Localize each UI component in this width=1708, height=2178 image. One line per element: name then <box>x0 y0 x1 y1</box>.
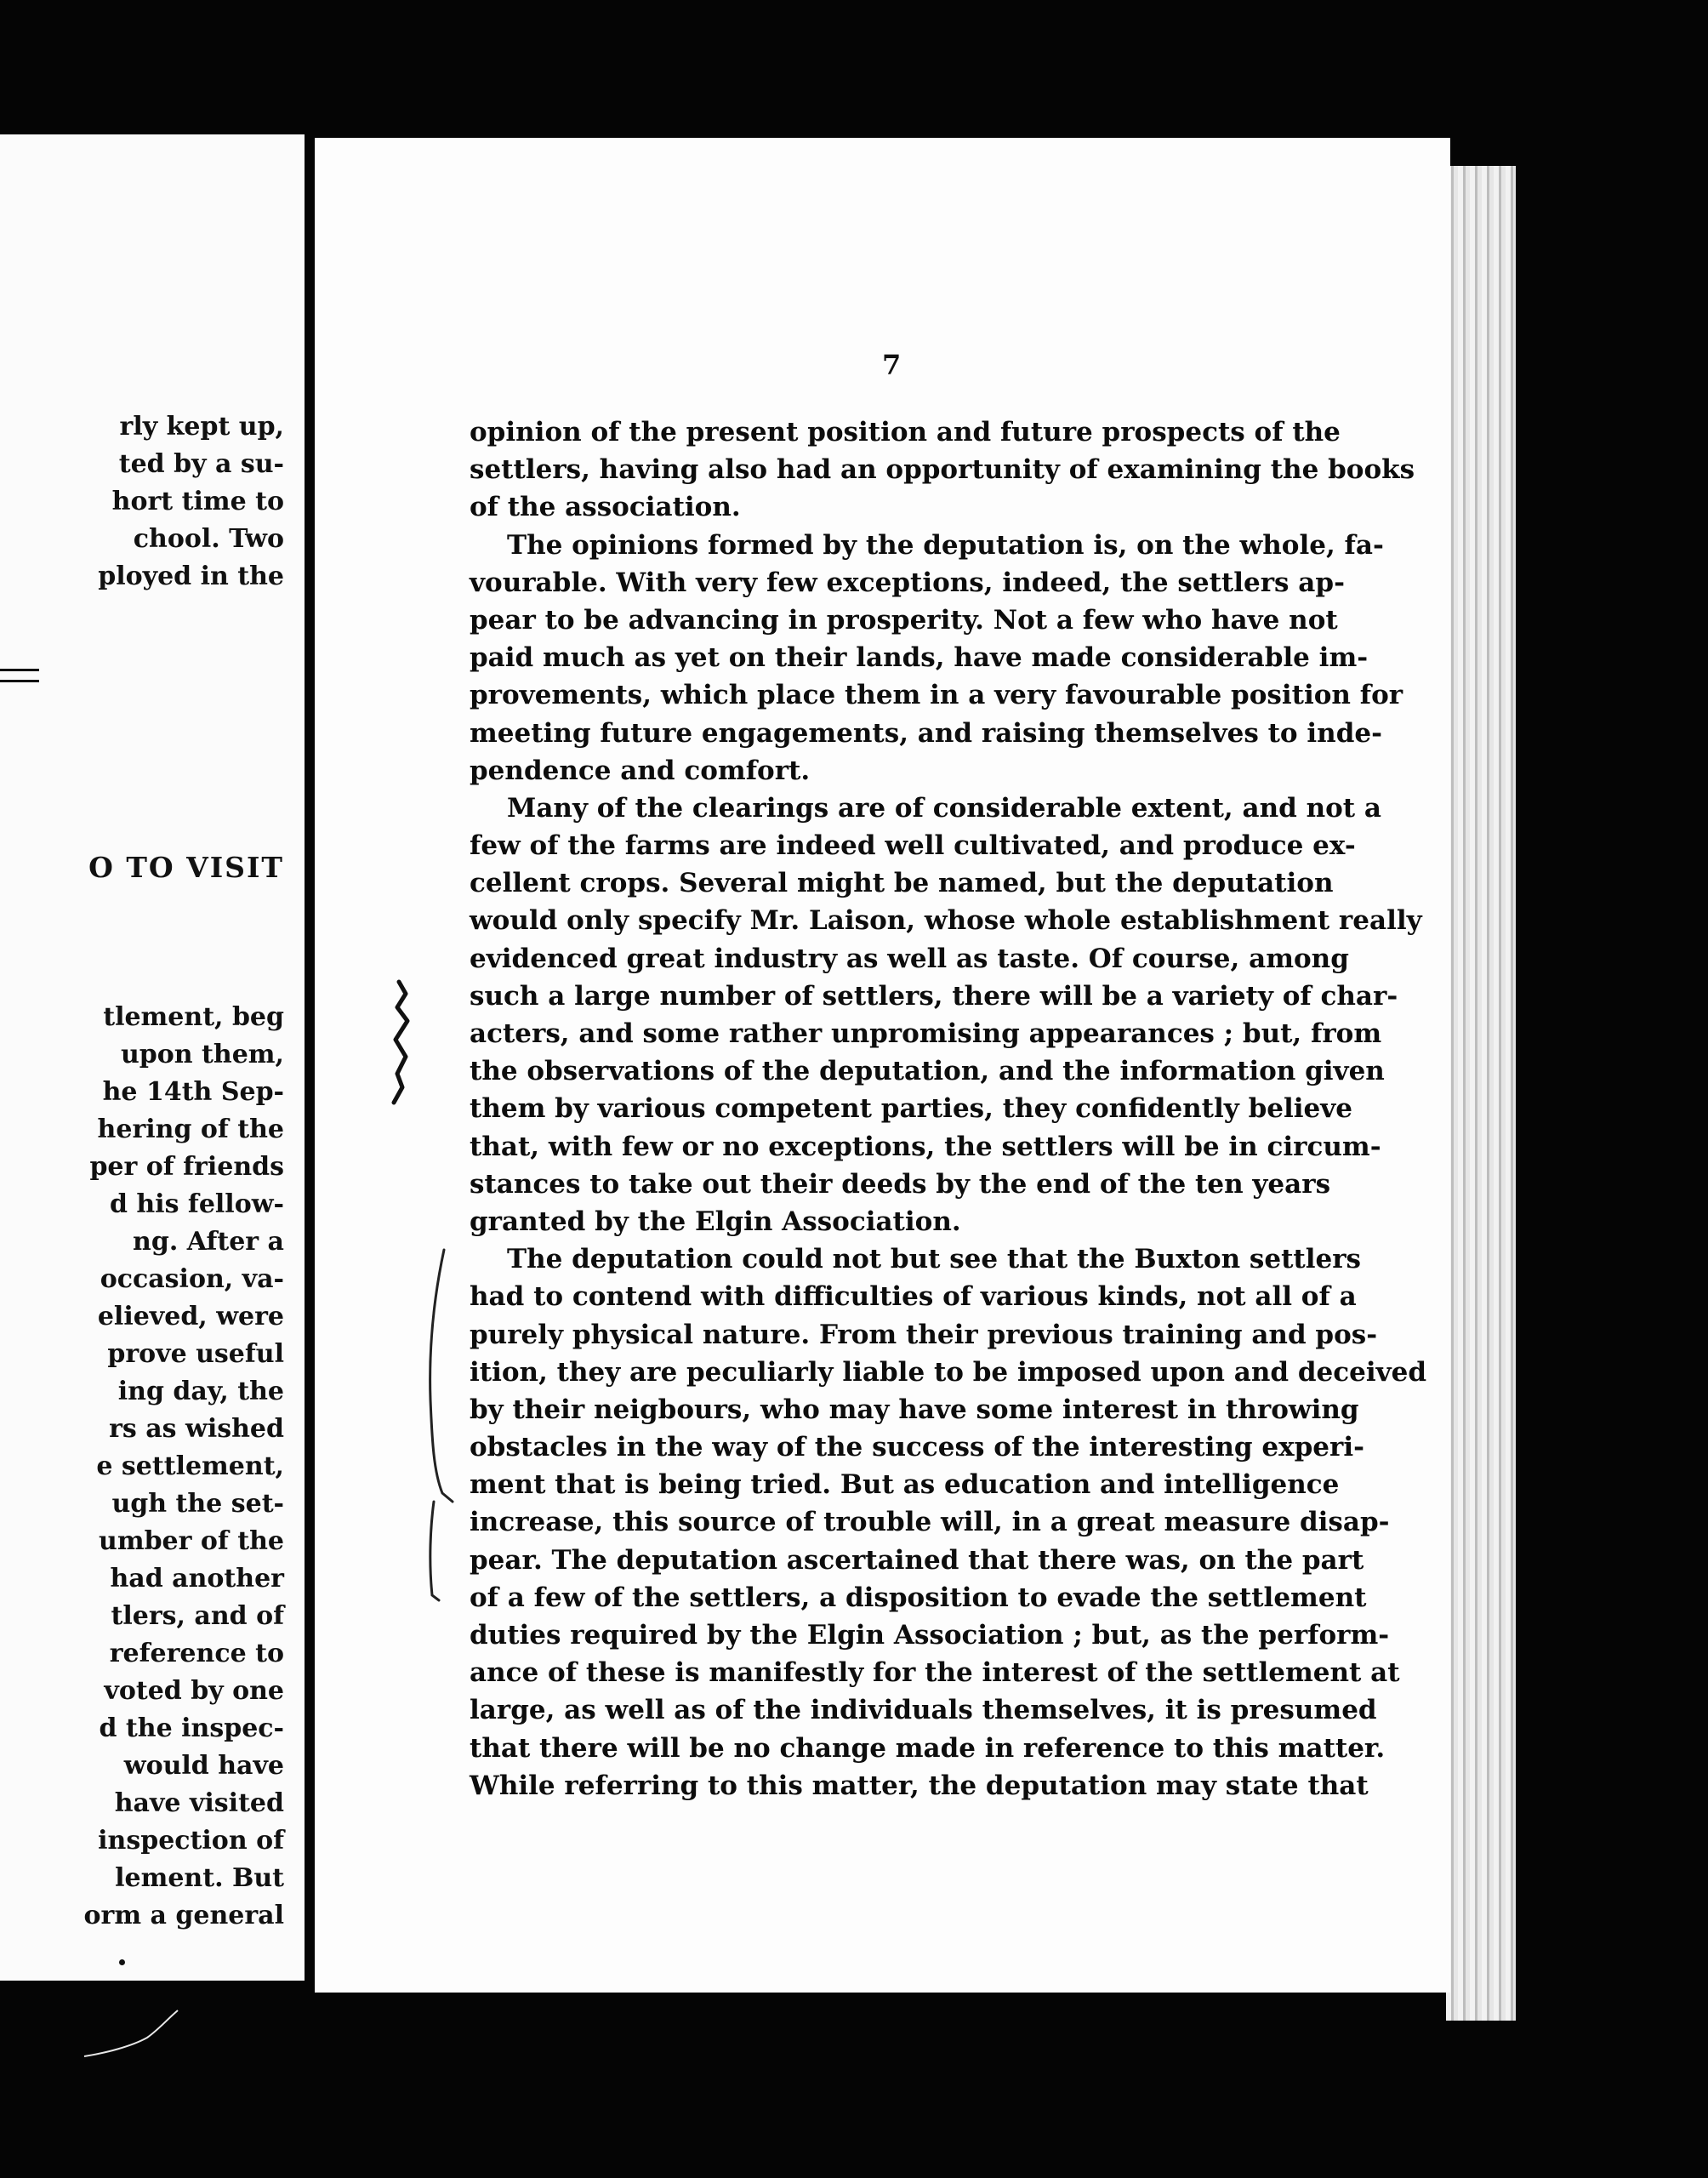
text-line: The deputation could not but see that the Buxton settlers <box>507 1244 1362 1275</box>
left-body-line: d the inspec- <box>99 1713 284 1743</box>
paragraph <box>470 413 1415 527</box>
text-line: granted by the Elgin Association. <box>470 1206 961 1237</box>
left-body-line: tlement, beg <box>103 1002 284 1032</box>
left-body-line: ng. After a <box>133 1227 284 1257</box>
paragraph <box>470 790 1422 1240</box>
page-number: 7 <box>882 349 902 381</box>
left-body-line: had another <box>110 1564 284 1594</box>
text-line: would only specify Mr. Laison, whose whole establishment really <box>470 905 1422 937</box>
left-page-body <box>84 999 285 1935</box>
text-line: paid much as yet on their lands, have made considerable im- <box>470 642 1369 674</box>
dust-scratch <box>81 2004 183 2063</box>
text-line: While referring to this matter, the deputation may state that <box>470 1770 1369 1801</box>
left-body-line: voted by one <box>104 1676 284 1706</box>
left-page-fragment <box>98 408 284 596</box>
text-line: provements, which place them in a very favourable position for <box>470 680 1403 711</box>
text-line: of a few of the settlers, a disposition to evade the settlement <box>470 1582 1367 1613</box>
text-line: acters, and some rather unpromising appearances ; but, from <box>470 1018 1382 1049</box>
text-line: pear to be advancing in prosperity. Not a few who have not <box>470 604 1338 636</box>
paragraph <box>470 1240 1427 1805</box>
left-fragment-line: hort time to <box>111 487 284 516</box>
paragraph <box>470 527 1403 790</box>
left-page-heading: O TO VISIT <box>88 851 284 884</box>
margin-bracket-mark <box>408 1246 459 1604</box>
left-body-line: inspection of <box>98 1826 284 1856</box>
text-line: by their neigbours, who may have some interest in throwing <box>470 1394 1359 1425</box>
text-line: increase, this source of trouble will, in a great measure disap- <box>470 1507 1390 1538</box>
page-speck <box>119 1959 125 1965</box>
left-body-line: he 14th Sep- <box>102 1077 284 1107</box>
text-line: purely physical nature. From their previous training and pos- <box>470 1319 1378 1350</box>
left-body-line: orm a general <box>83 1901 284 1930</box>
text-line: evidenced great industry as well as taste. Of course, among <box>470 943 1349 974</box>
text-line: obstacles in the way of the success of the interesting experi- <box>470 1432 1364 1463</box>
text-line: Many of the clearings are of considerable extent, and not a <box>507 792 1381 824</box>
left-body-line: upon them, <box>121 1040 284 1069</box>
left-body-line: rs as wished <box>109 1414 284 1444</box>
main-text <box>470 413 1427 1805</box>
page-edges <box>1446 166 1516 2021</box>
text-line: large, as well as of the individuals themselves, it is presumed <box>470 1695 1377 1726</box>
text-line: pendence and comfort. <box>470 755 811 786</box>
text-line: cellent crops. Several might be named, but the deputation <box>470 868 1334 899</box>
left-body-line: hering of the <box>97 1115 284 1144</box>
left-body-line: d his fellow- <box>109 1189 284 1219</box>
text-line: duties required by the Elgin Association ; but, as the perform- <box>470 1620 1390 1651</box>
left-body-line: lement. But <box>115 1863 284 1893</box>
left-body-line: reference to <box>109 1639 284 1668</box>
text-line: that there will be no change made in reference to this matter. <box>470 1732 1386 1764</box>
left-body-line: would have <box>123 1751 284 1781</box>
left-body-line: ugh the set- <box>111 1489 284 1519</box>
left-body-line: per of friends <box>89 1152 284 1182</box>
left-fragment-line: ployed in the <box>98 562 284 591</box>
left-body-line: e settlement, <box>96 1451 284 1481</box>
text-line: that, with few or no exceptions, the settlers will be in circum- <box>470 1131 1381 1162</box>
left-fragment-line: ted by a su- <box>118 449 284 479</box>
margin-squiggle-mark <box>387 978 421 1106</box>
text-line: opinion of the present position and future prospects of the <box>470 417 1341 448</box>
text-line: few of the farms are indeed well cultivated, and produce ex- <box>470 830 1356 862</box>
text-line: ition, they are peculiarly liable to be imposed upon and deceived <box>470 1356 1427 1388</box>
left-body-line: prove useful <box>107 1339 284 1369</box>
text-line: had to contend with difficulties of various kinds, not all of a <box>470 1281 1357 1313</box>
text-line: pear. The deputation ascertained that there was, on the part <box>470 1544 1364 1576</box>
text-line: settlers, having also had an opportunity of examining the books <box>470 454 1415 486</box>
left-body-line: ing day, the <box>117 1377 284 1406</box>
text-line: them by various competent parties, they confidently believe <box>470 1093 1352 1125</box>
left-body-line: have visited <box>114 1788 284 1818</box>
text-line: ment that is being tried. But as education and intelligence <box>470 1469 1340 1501</box>
text-line: such a large number of settlers, there will be a variety of char- <box>470 980 1398 1012</box>
left-body-line: occasion, va- <box>100 1264 284 1294</box>
left-body-line: umber of the <box>99 1526 284 1556</box>
section-rule <box>0 669 39 682</box>
text-line: stances to take out their deeds by the end of the ten years <box>470 1168 1331 1200</box>
text-line: the observations of the deputation, and the information given <box>470 1056 1385 1087</box>
left-fragment-line: chool. Two <box>133 524 284 554</box>
text-line: of the association. <box>470 492 741 523</box>
left-body-line: tlers, and of <box>111 1601 284 1631</box>
text-line: The opinions formed by the deputation is, on the whole, fa- <box>507 529 1384 561</box>
left-body-line: elieved, were <box>97 1302 284 1331</box>
text-line: ance of these is manifestly for the interest of the settlement at <box>470 1657 1400 1689</box>
left-fragment-line: rly kept up, <box>119 412 284 442</box>
text-line: vourable. With very few exceptions, indeed, the settlers ap- <box>470 567 1345 598</box>
left-page <box>0 134 305 1981</box>
text-line: meeting future engagements, and raising themselves to inde- <box>470 717 1382 749</box>
